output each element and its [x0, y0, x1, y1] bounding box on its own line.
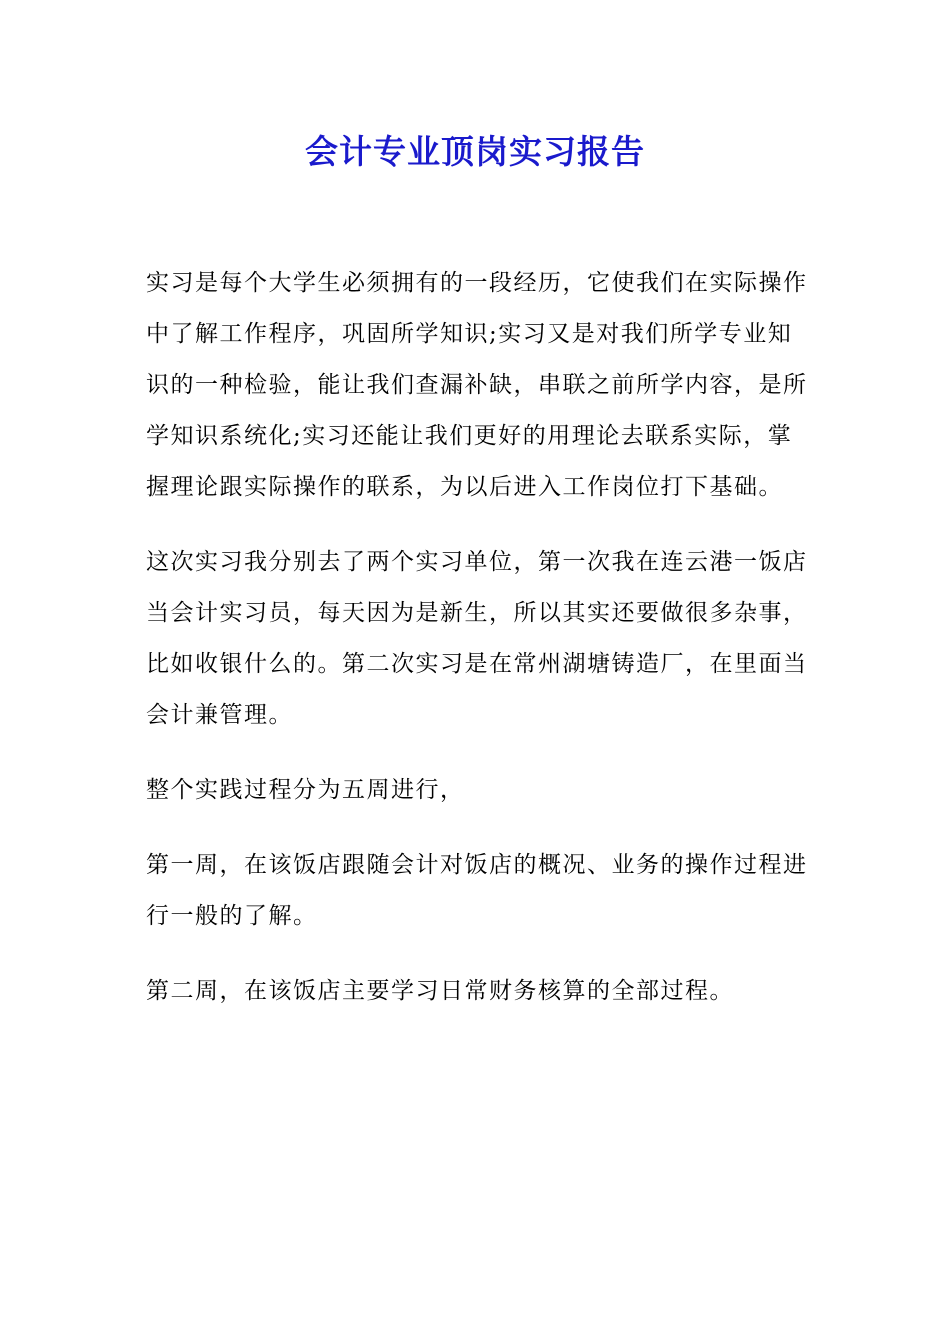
paragraph-week-one: 第一周，在该饭店跟随会计对饭店的概况、业务的操作过程进行一般的了解。 [146, 852, 808, 929]
document-title: 会计专业顶岗实习报告 [305, 132, 645, 171]
paragraph-week-two: 第二周，在该饭店主要学习日常财务核算的全部过程。 [146, 978, 734, 1004]
document-body [146, 258, 811, 1017]
paragraph-intro: 实习是每个大学生必须拥有的一段经历，它使我们在实际操作中了解工作程序，巩固所学知识;实习又是对我们所学专业知识的一种检验，能让我们查漏补缺，串联之前所学内容，是所学知识系统化;实习还能让我们更好的用理论去联系实际，掌握理论跟实际操作的联系，为以后进入工作岗位打下基础。 [146, 270, 808, 500]
paragraph-five-weeks: 整个实践过程分为五周进行， [146, 777, 465, 803]
paragraph-internship-units: 这次实习我分别去了两个实习单位，第一次我在连云港一饭店当会计实习员，每天因为是新生，所以其实还要做很多杂事，比如收银什么的。第二次实习是在常州湖塘铸造厂，在里面当会计兼管理。 [146, 549, 808, 728]
